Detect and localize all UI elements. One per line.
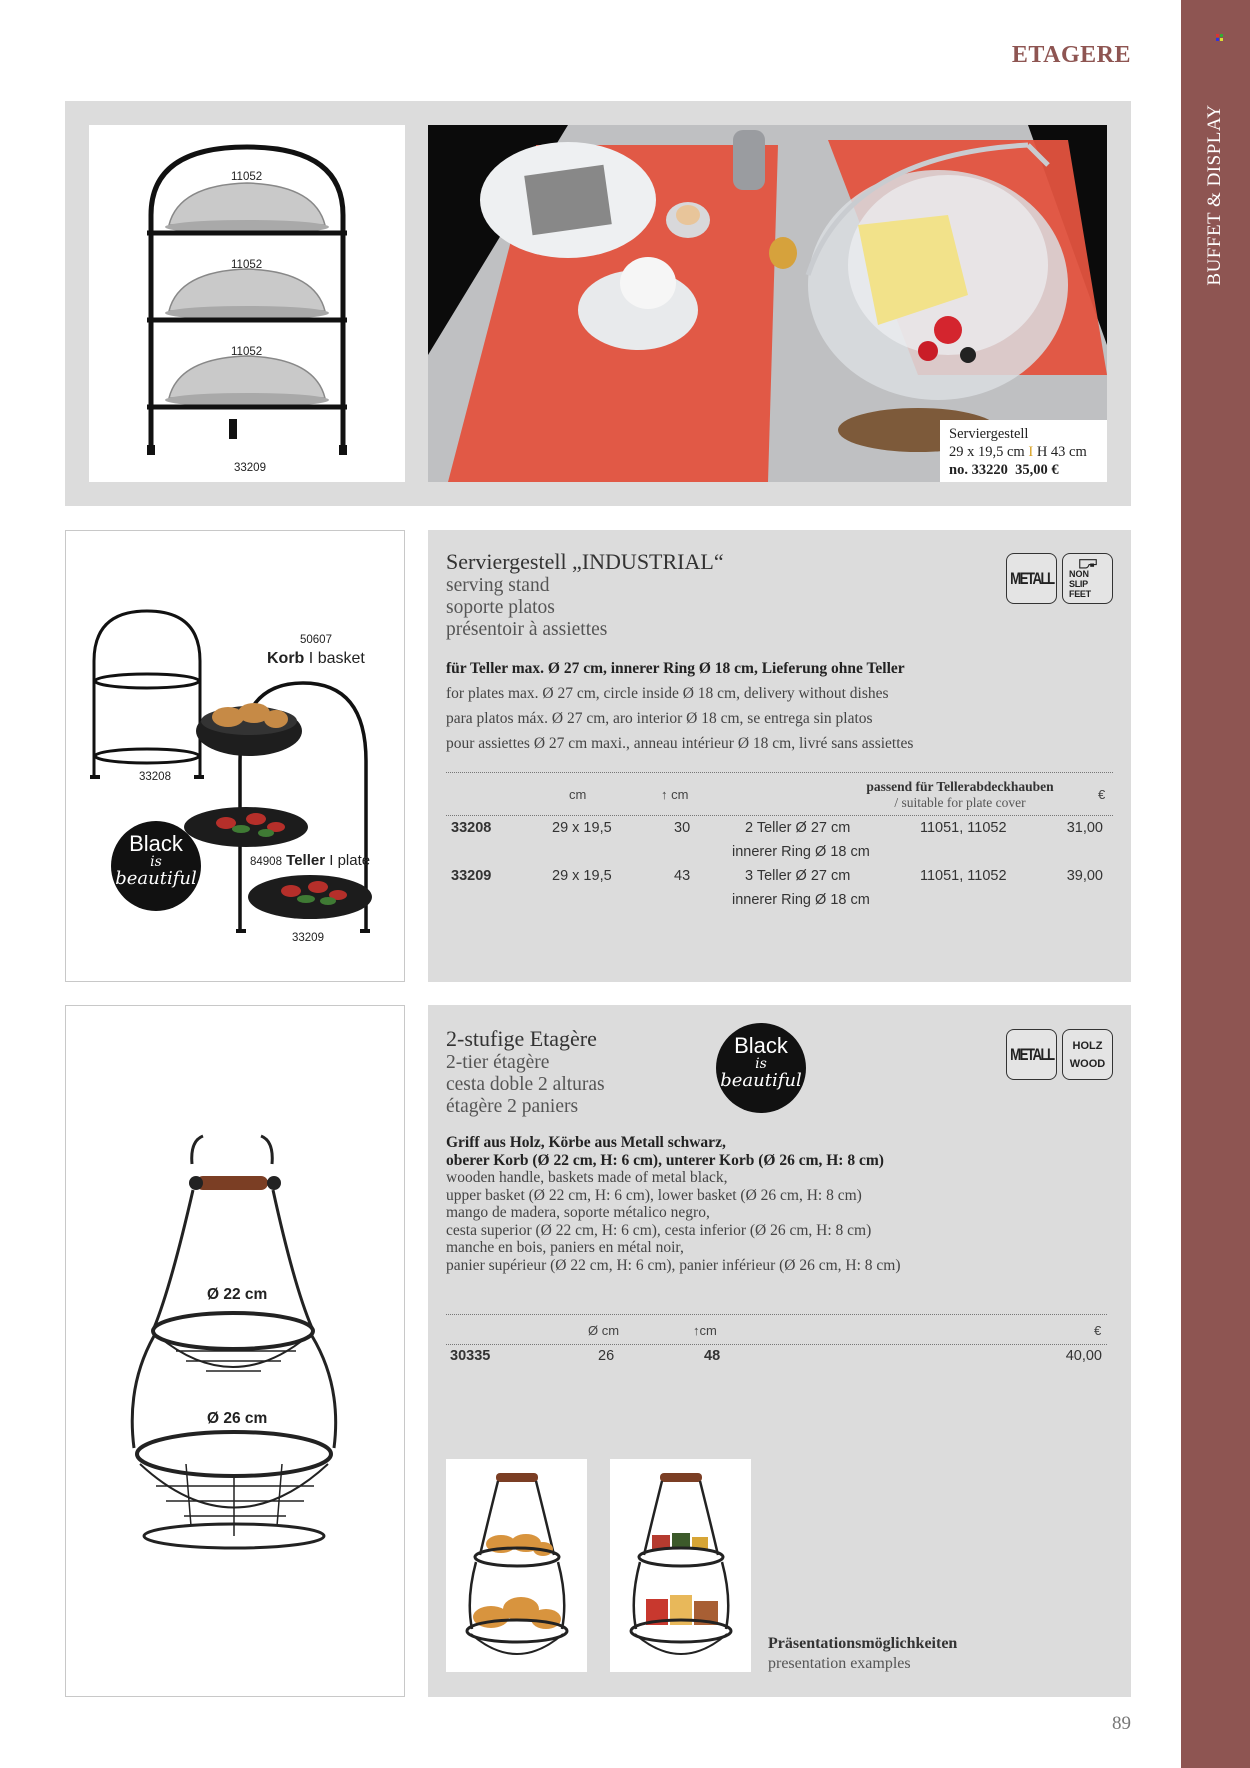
color-dots-icon bbox=[1216, 34, 1224, 42]
non-slip-feet-icon: NON SLIP FEET bbox=[1062, 553, 1113, 604]
col-header-cover: passend für Tellerabdeckhauben / suitable for plate cover bbox=[866, 779, 1054, 810]
etagere-heading bbox=[446, 1026, 746, 1118]
desc-de: für Teller max. Ø 27 cm, innerer Ring Ø 18 cm, Lieferung ohne Teller bbox=[446, 660, 905, 677]
spreads-etagere-photo bbox=[610, 1459, 751, 1672]
black-is-beautiful-badge: Black is beautiful bbox=[111, 821, 201, 911]
presentation-photo-pastries bbox=[446, 1459, 587, 1672]
desc-en-2: upper basket (Ø 22 cm, H: 6 cm), lower basket (Ø 26 cm, H: 8 cm) bbox=[446, 1186, 862, 1204]
col-header-cm: cm bbox=[569, 787, 587, 802]
desc-en-1: wooden handle, baskets made of metal black, bbox=[446, 1169, 728, 1186]
industrial-heading bbox=[446, 549, 966, 641]
desc-en: for plates max. Ø 27 cm, circle inside Ø 18 cm, delivery without dishes bbox=[446, 685, 889, 702]
subtitle-es: soporte platos bbox=[446, 597, 555, 618]
table-row: 33208 29 x 19,5 30 2 Teller Ø 27 cm innerer Ring Ø 18 cm 11051, 11052 31,00 bbox=[451, 820, 1103, 860]
table-row: 33209 29 x 19,5 43 3 Teller Ø 27 cm innerer Ring Ø 18 cm 11051, 11052 39,00 bbox=[451, 868, 1103, 908]
industrial-spec-table bbox=[446, 820, 1113, 916]
caption-name: Serviergestell bbox=[949, 426, 1029, 442]
industrial-image-panel bbox=[65, 530, 405, 982]
desc-de-2: oberer Korb (Ø 22 cm, H: 6 cm), unterer Korb (Ø 26 cm, H: 8 cm) bbox=[446, 1151, 884, 1169]
wood-material-icon: HOLZ WOOD bbox=[1062, 1029, 1113, 1080]
caption-dimensions: 29 x 19,5 cm I H 43 cm bbox=[949, 444, 1087, 460]
table-row: 30335 26 48 40,00 bbox=[450, 1348, 1102, 1364]
pastry-etagere-photo bbox=[446, 1459, 587, 1672]
presentation-photo-spreads bbox=[610, 1459, 751, 1672]
basket-label: Korb I basket bbox=[267, 650, 365, 667]
subtitle-fr: étagère 2 paniers bbox=[446, 1096, 579, 1117]
col-header-diameter: Ø cm bbox=[588, 1323, 620, 1338]
subtitle-en: 2-tier étagère bbox=[446, 1052, 550, 1073]
table-rule-top bbox=[446, 1314, 1107, 1315]
cover-code-top: 11052 bbox=[231, 171, 263, 183]
table-rule-header bbox=[446, 815, 1113, 816]
etagere-image-panel bbox=[65, 1005, 405, 1697]
col-header-height: ↑cm bbox=[693, 1323, 717, 1338]
desc-fr-1: manche en bois, paniers en métal noir, bbox=[446, 1239, 684, 1256]
col-header-currency: € bbox=[1094, 1323, 1102, 1338]
sidebar-label: BUFFET & DISPLAY bbox=[1204, 104, 1225, 286]
cover-code-middle: 11052 bbox=[231, 259, 263, 271]
industrial-description bbox=[446, 656, 1126, 756]
table-rule-top bbox=[446, 772, 1113, 773]
page-title: ETAGERE bbox=[1011, 42, 1131, 68]
feet-symbol-icon bbox=[1070, 558, 1106, 569]
arrow-up-icon: ↑ bbox=[661, 787, 668, 802]
desc-es-2: cesta superior (Ø 22 cm, H: 6 cm), cesta inferior (Ø 26 cm, H: 8 cm) bbox=[446, 1221, 872, 1239]
metal-material-icon: METALL bbox=[1006, 553, 1057, 604]
desc-fr: pour assiettes Ø 27 cm maxi., anneau intérieur Ø 18 cm, livré sans assiettes bbox=[446, 735, 914, 752]
caption-price: no. 33220 35,00 € bbox=[949, 462, 1059, 478]
desc-fr-2: panier supérieur (Ø 22 cm, H: 6 cm), panier inférieur (Ø 26 cm, H: 8 cm) bbox=[446, 1256, 901, 1274]
black-is-beautiful-badge: Black is beautiful bbox=[716, 1023, 806, 1113]
product-title: 2-stufige Etagère bbox=[446, 1026, 597, 1051]
lower-diameter-label: Ø 26 cm bbox=[207, 1410, 268, 1427]
code-large-stand: 33209 bbox=[292, 932, 324, 944]
upper-diameter-label: Ø 22 cm bbox=[207, 1286, 268, 1303]
etagere-description bbox=[446, 1134, 1126, 1274]
subtitle-es: cesta doble 2 alturas bbox=[446, 1074, 605, 1095]
basket-code: 50607 bbox=[300, 634, 332, 646]
subtitle-fr: présentoir à assiettes bbox=[446, 619, 608, 640]
photo-caption bbox=[940, 420, 1107, 482]
desc-es: para platos máx. Ø 27 cm, aro interior Ø 18 cm, se entrega sin platos bbox=[446, 710, 873, 727]
two-tier-etagere-illustration bbox=[66, 1006, 403, 1695]
desc-de-1: Griff aus Holz, Körbe aus Metall schwarz, bbox=[446, 1134, 726, 1151]
code-small-stand: 33208 bbox=[139, 771, 171, 783]
cover-code-bottom: 11052 bbox=[231, 346, 263, 358]
industrial-stand-illustration bbox=[66, 531, 403, 980]
presentation-caption: Präsentationsmöglichkeiten presentation examples bbox=[768, 1635, 958, 1672]
plate-label: 84908 Teller I plate bbox=[250, 852, 371, 869]
subtitle-en: serving stand bbox=[446, 575, 550, 596]
product-title: Serviergestell „INDUSTRIAL“ bbox=[446, 549, 724, 574]
metal-material-icon: METALL bbox=[1006, 1029, 1057, 1080]
col-header-height: ↑ cm bbox=[661, 787, 689, 802]
page-number: 89 bbox=[1112, 1713, 1131, 1734]
col-header-currency: € bbox=[1098, 787, 1106, 802]
desc-es-1: mango de madera, soporte métalico negro, bbox=[446, 1204, 710, 1221]
table-rule-header bbox=[446, 1344, 1107, 1345]
stand-code: 33209 bbox=[234, 462, 266, 474]
arrow-up-icon: ↑ bbox=[693, 1323, 700, 1338]
